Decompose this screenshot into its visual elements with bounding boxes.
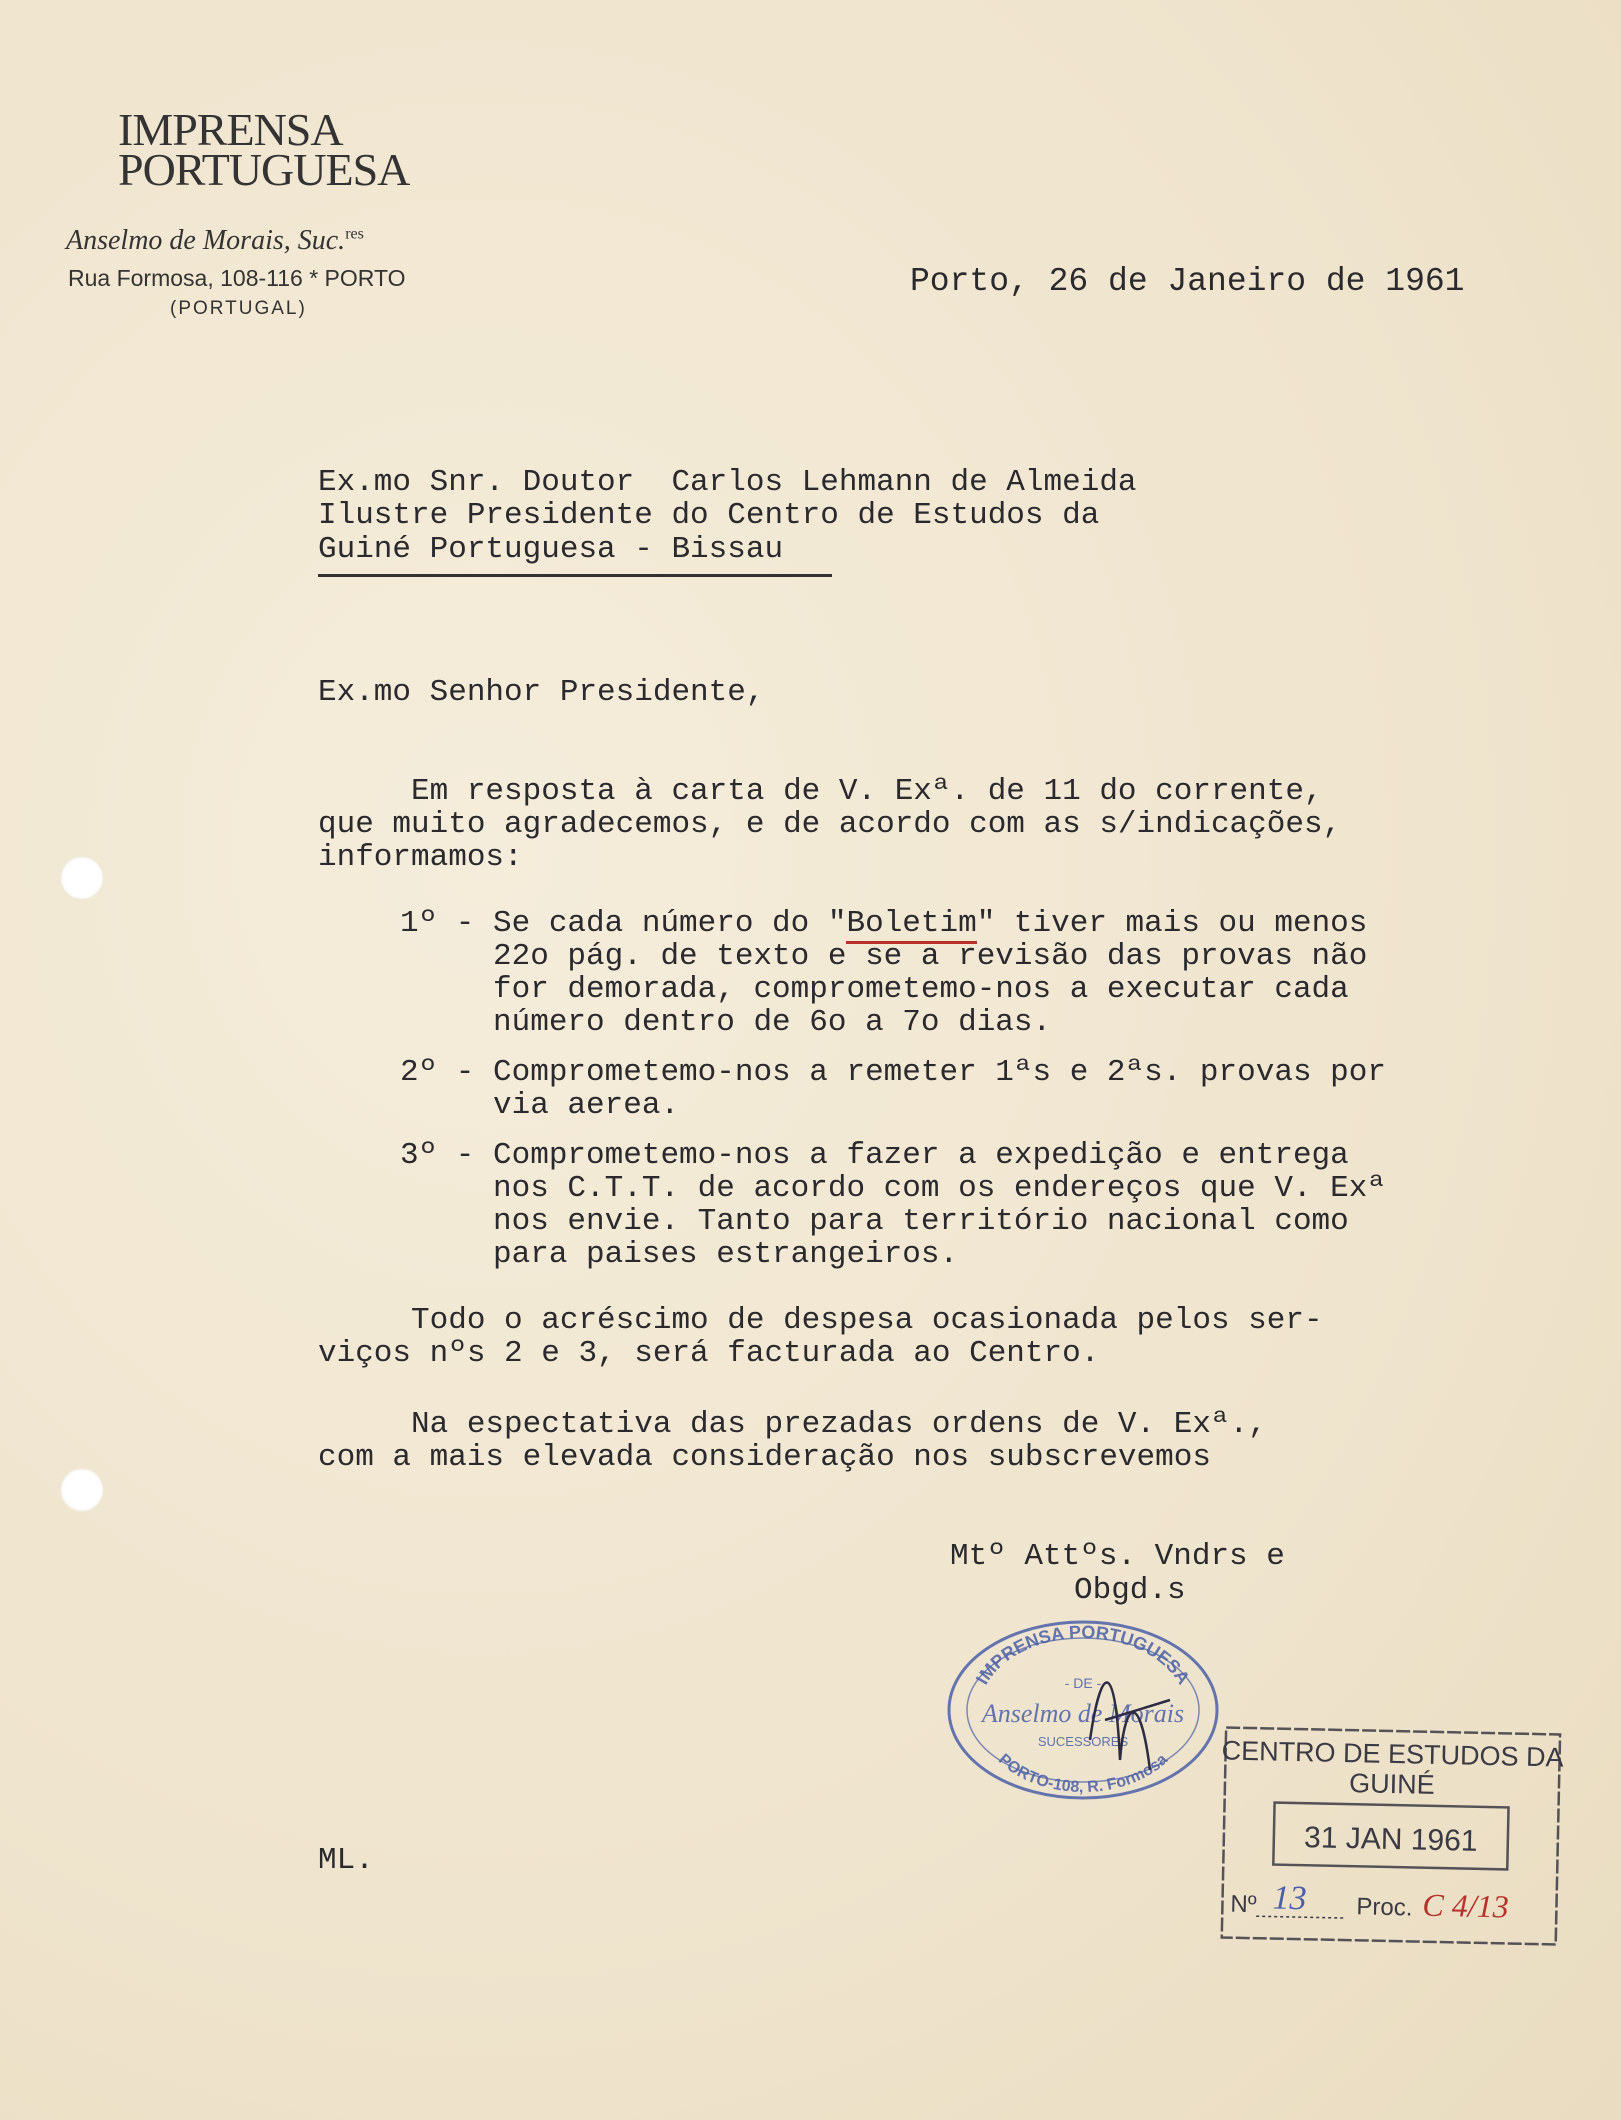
seal-de-text: - DE - [1064,1675,1102,1691]
recipient-underline [318,574,832,577]
body-line: com a mais elevada consideração nos subscrevemos [318,1440,1211,1475]
item-1-suffix: " tiver mais ou menos [976,906,1368,941]
item-1-line [400,907,1367,940]
item-1-line: número dentro de 6o a 7o dias. [400,1005,1052,1040]
typist-initials: ML. [318,1843,374,1878]
body-line: viços nºs 2 e 3, será facturada ao Centro. [318,1336,1100,1371]
item-2-line: via aerea. [400,1088,680,1123]
item-3-line: nos C.T.T. de acordo com os endereços que V. Exª [400,1171,1386,1206]
stamp-number-label: Nº [1230,1890,1257,1919]
letterhead-subtitle-sup: res [345,225,364,243]
body-line: Na espectativa das prezadas ordens de V. Exª., [318,1407,1267,1442]
stamp-date: 31 JAN 1961 [1303,1821,1478,1858]
letterhead-address: Rua Formosa, 108-116 * PORTO [68,265,406,291]
stamp-proc-label: Proc. [1356,1893,1413,1922]
seal-top-text: IMPRENSA PORTUGUESA [972,1621,1194,1688]
boletim-word: Boletim [846,906,976,944]
stamp-title-line: GUINÉ [1348,1768,1436,1800]
recipient-line: Ilustre Presidente do Centro de Estudos da [318,498,1100,533]
letterhead-title-line: IMPRENSA [118,104,343,155]
letterhead-subtitle-text: Anselmo de Morais, Suc. [66,225,346,256]
punch-hole [60,1468,104,1512]
body-line: que muito agradecemos, e de acordo com as s/indicações, [318,807,1342,842]
item-1-line: 22o pág. de texto e se a revisão das provas não [400,939,1368,974]
seal-name-text: Anselmo de Morais [981,1699,1185,1728]
letterhead-country: (PORTUGAL) [170,298,307,319]
recipient-line: Guiné Portuguesa - Bissau [318,532,784,567]
body-line: informamos: [318,840,523,875]
letter-date: Porto, 26 de Janeiro de 1961 [910,263,1465,300]
stamp-number-value: 13 [1272,1879,1307,1918]
seal-bottom-text: PORTO-108, R. Formosa [995,1750,1171,1797]
salutation: Ex.mo Senhor Presidente, [318,675,765,710]
stamp-title-line: CENTRO DE ESTUDOS DA [1221,1735,1564,1773]
closing-line: Obgd.s [1074,1573,1186,1608]
item-3-line: para paises estrangeiros. [400,1237,959,1272]
received-stamp [1218,1715,1564,1950]
body-line: Em resposta à carta de V. Exª. de 11 do corrente, [318,774,1323,809]
closing-line: Mtº Attºs. Vndrs e [950,1539,1285,1574]
item-1-prefix: 1º - Se cada número do " [400,906,847,941]
company-seal [940,1610,1226,1800]
item-2-line: 2º - Comprometemo-nos a remeter 1ªs e 2ªs. provas por [400,1055,1386,1090]
letterhead-subtitle [66,225,364,257]
punch-hole [60,856,104,900]
letterhead-title-line: PORTUGUESA [118,144,410,195]
body-line: Todo o acréscimo de despesa ocasionada pelos ser- [318,1303,1323,1338]
seal-successors-text: SUCESSORES [1037,1734,1129,1749]
recipient-line: Ex.mo Snr. Doutor Carlos Lehmann de Almeida [318,465,1137,500]
item-3-line: 3º - Comprometemo-nos a fazer a expedição e entrega [400,1138,1349,1173]
item-3-line: nos envie. Tanto para território nacional como [400,1204,1349,1239]
stamp-proc-value: C 4/13 [1422,1886,1510,1925]
letterhead-title [118,104,410,195]
item-1-line: for demorada, comprometemo-nos a executar cada [400,972,1349,1007]
